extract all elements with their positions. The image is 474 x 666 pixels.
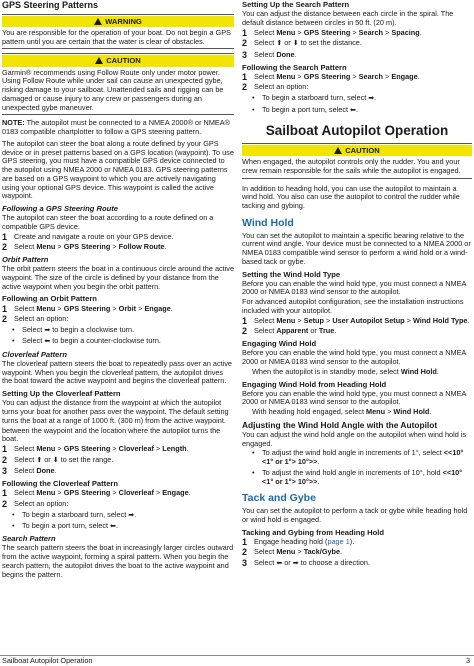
wind-hold-adv-text: For advanced autopilot configuration, see the installation instructions included with your autopilot. — [242, 297, 464, 315]
search-setup-heading: Setting Up the Search Pattern — [242, 0, 350, 9]
arrow-right-icon: ➡ — [44, 327, 51, 335]
caution-header — [2, 55, 234, 66]
orbit-step-2: 2 Select an option: — [2, 314, 69, 325]
footer-section-name: Sailboat Autopilot Operation — [2, 656, 93, 665]
engage-from-heading-text: Before you can enable the wind hold type, you must connect a NMEA 2000 or NMEA 0183 wind sensor to the autopilot. — [242, 388, 466, 407]
orbit-text: The orbit pattern steers the boat in a continuous circle around the active waypoint. The size of the circle is defined by your distance from the active waypoint when you begin the orbit pattern. — [2, 264, 235, 291]
wind-hold-type-heading: Setting the Wind Hold Type — [242, 269, 341, 279]
step-number: 3 — [242, 49, 248, 60]
footer-page-number: 3 — [465, 656, 470, 665]
orbit-bullet-1: • Select ➡ to begin a clockwise turn. — [2, 326, 234, 335]
caution-triangle-icon — [95, 57, 103, 64]
step-number: 2 — [2, 242, 8, 253]
cloverleaf-setup-step-2: 2 Select ⬆ or ⬇ to set the range. — [2, 454, 114, 465]
caution-text: Garmin® recommends using Follow Route only under motor power. Using Follow Route while under sail can cause an unexpected gybe, risking damage to your sailboat. Unattended sails and rigging can be damaged or cause injury to any crew or passengers during an unexpected gybe maneuver. — [2, 67, 224, 112]
step-number: 1 — [2, 231, 8, 242]
step-number: 3 — [2, 466, 8, 477]
cloverleaf-setup-heading: Setting Up the Cloverleaf Pattern — [2, 389, 121, 399]
warning-label: WARNING — [105, 16, 142, 26]
tack-step-2: 2 Select Menu > Tack/Gybe. — [242, 547, 343, 558]
right-column — [242, 0, 472, 571]
section-title: GPS Steering Patterns — [2, 0, 99, 10]
step-number: 1 — [242, 315, 248, 326]
orbit-bullet-2: • Select ⬅ to begin a counter-clockwise turn. — [2, 337, 234, 346]
search-setup-step-1: 1 Select Menu > GPS Steering > Search > Spacing. — [242, 27, 422, 38]
adjust-angle-text: You can adjust the wind hold angle on the autopilot when wind hold is engaged. — [242, 429, 467, 448]
step-number: 1 — [2, 303, 8, 314]
step-number: 2 — [2, 454, 8, 465]
cloverleaf-bullet-2: • To begin a port turn, select ⬅. — [2, 522, 234, 531]
caution-triangle-icon — [334, 147, 342, 154]
search-bullet-1: • To begin a starboard turn, select ➡. — [242, 94, 472, 103]
follow-route-step-1: 1 Create and navigate a route on your GPS device. — [2, 231, 174, 242]
arrow-left-icon: ⬅ — [350, 106, 356, 114]
caution-label: CAUTION — [106, 56, 141, 66]
engage-from-heading-instruction: With heading hold engaged, select Menu > Wind Hold. — [252, 407, 432, 417]
search-setup-text: You can adjust the distance between each circle in the spiral. The default distance between circles in 50 ft. (20 m). — [242, 9, 454, 27]
search-setup-step-3: 3 Select Done. — [242, 49, 297, 60]
step-number: 2 — [2, 498, 8, 509]
sailboat-intro: In addition to heading hold, you can use the autopilot to maintain a wind hold. You also can use the autopilot to control the rudder while tacking and gybing. — [242, 183, 460, 211]
adjust-bullet-2: • To adjust the wind hold angle in increments of 10°, hold <<10° <1° or 1°> 10°>>. — [242, 469, 472, 487]
page-link[interactable]: page 1 — [327, 536, 350, 546]
engage-wind-hold-instruction: When the autopilot is in standby mode, select Wind Hold. — [252, 366, 439, 376]
arrow-right-icon: ➡ — [292, 560, 299, 568]
search-follow-step-1: 1 Select Menu > GPS Steering > Search > Engage. — [242, 71, 420, 82]
sailboat-caution-text: When engaged, the autopilot controls only the rudder. You and your crew remain responsible for the sails while the autopilot is engaged. — [242, 157, 461, 175]
cloverleaf-setup-step-3: 3 Select Done. — [2, 466, 57, 477]
cloverleaf-setup-text: You can adjust the distance from the waypoint at which the autopilot turns your boat for another pass over the waypoint. The default setting turns the boat at a range of 1000 ft. (300 m) from the active waypoint. — [2, 398, 229, 425]
follow-route-step-2: 2 Select Menu > GPS Steering > Follow Route. — [2, 242, 167, 253]
wind-hold-type-step-1: 1 Select Menu > Setup > User Autopilot Setup > Wind Hold Type. — [242, 315, 470, 326]
arrow-up-icon: ⬆ — [36, 456, 43, 464]
step-number: 1 — [242, 27, 248, 38]
adjust-angle-heading: Adjusting the Wind Hold Angle with the Autopilot — [242, 419, 438, 430]
cloverleaf-bullet-1: • To begin a starboard turn, select ➡. — [2, 511, 234, 520]
follow-route-text: The autopilot can steer the boat according to a route defined on a compatible GPS device. — [2, 213, 214, 231]
warning-header — [2, 16, 234, 27]
search-text: The search pattern steers the boat in increasingly larger circles outward from the active waypoint, forming a spiral pattern. When you begin the search pattern, the autopilot drives the boat to the active waypoint and begins the pattern. — [2, 543, 234, 579]
wind-hold-type-step-2: 2 Select Apparent or True. — [242, 326, 337, 337]
step-number: 2 — [242, 82, 248, 93]
arrow-right-icon: ➡ — [128, 511, 135, 519]
search-follow-heading: Following the Search Pattern — [242, 62, 347, 72]
caution-box — [2, 53, 234, 115]
engage-wind-hold-heading: Engaging Wind Hold — [242, 339, 317, 349]
arrow-right-icon: ➡ — [368, 95, 375, 103]
step-number: 1 — [2, 444, 8, 455]
step-number: 2 — [242, 326, 248, 337]
engage-from-heading-heading: Engaging Wind Hold from Heading Hold — [242, 379, 387, 389]
search-follow-step-2: 2 Select an option: — [242, 82, 309, 93]
wind-hold-text: You can set the autopilot to maintain a specific bearing relative to the current wind angle. Your device must be connected to a NMEA 2000 or NMEA 0183 compatible wind sensor to perform a wind hold or a wind-based tack or gybe. — [242, 230, 471, 266]
sailboat-caution-header — [242, 145, 472, 156]
search-setup-step-2: 2 Select ⬆ or ⬇ to set the distance. — [242, 38, 362, 49]
arrow-left-icon: ⬅ — [110, 522, 116, 530]
cloverleaf-follow-heading: Following the Cloverleaf Pattern — [2, 478, 119, 488]
orbit-step-1: 1 Select Menu > GPS Steering > Orbit > Engage. — [2, 303, 173, 314]
search-bullet-2: • To begin a port turn, select ⬅. — [242, 106, 472, 115]
wind-hold-type-text: Before you can enable the wind hold type, you must connect a NMEA 2000 or NMEA 0183 wind sensor to the autopilot. — [242, 278, 466, 297]
sailboat-section-title: Sailboat Autopilot Operation — [265, 122, 449, 138]
sailboat-caution-box — [242, 143, 472, 179]
step-number: 1 — [2, 488, 8, 499]
arrow-up-icon: ⬆ — [276, 40, 283, 48]
warning-triangle-icon — [94, 18, 102, 25]
adjust-bullet-1: • To adjust the wind hold angle in increments of 1°, select <<10° <1° or 1°> 10°>>. — [242, 449, 472, 467]
orbit-follow-heading: Following an Orbit Pattern — [2, 294, 97, 304]
arrow-down-icon: ⬇ — [52, 456, 59, 464]
arrow-down-icon: ⬇ — [292, 40, 299, 48]
step-number: 2 — [2, 314, 8, 325]
intro-paragraph: The autopilot can steer the boat along a route defined by your GPS device or in preset patterns based on a GPS location (waypoint). To use GPS steering, you must have a compatible GPS device connected to the autopilot using NMEA 2000 or NMEA 0183. GPS steering patterns are based on a GPS waypoint to which you are actively navigating using your optional GPS device. This waypoint is called the active waypoint. — [2, 138, 234, 201]
cloverleaf-between-text: between the waypoint and the location where the autopilot turns the boat. — [2, 425, 221, 444]
step-number: 3 — [242, 558, 248, 569]
wind-hold-title: Wind Hold — [242, 216, 294, 229]
tack-heading-hold-heading: Tacking and Gybing from Heading Hold — [242, 527, 385, 537]
caution-label: CAUTION — [345, 146, 380, 156]
search-heading: Search Pattern — [2, 534, 56, 544]
warning-text: You are responsible for the operation of your boat. Do not begin a GPS pattern until you are certain that the water is clear of obstacles. — [2, 27, 231, 46]
step-number: 1 — [242, 71, 248, 82]
arrow-left-icon: ⬅ — [276, 560, 283, 568]
engage-wind-hold-text: Before you can enable the wind hold type, you must connect a NMEA 2000 or NMEA 0183 wind sensor to the autopilot. — [242, 348, 466, 366]
step-number: 2 — [242, 547, 248, 558]
tack-gybe-title: Tack and Gybe — [242, 492, 316, 505]
left-column — [2, 0, 234, 580]
cloverleaf-text: The cloverleaf pattern steers the boat to repeatedly pass over an active waypoint. When you begin the cloverleaf pattern, the autopilot drives the boat toward the active waypoint and begins the cloverleaf pattern. — [2, 358, 232, 386]
step-number: 2 — [242, 38, 248, 49]
tack-gybe-text: You can set the autopilot to perform a tack or gybe while heading hold or wind hold is engaged. — [242, 506, 468, 524]
cloverleaf-heading: Cloverleaf Pattern — [2, 349, 67, 359]
follow-route-heading: Following a GPS Steering Route — [2, 204, 119, 214]
arrow-left-icon: ⬅ — [44, 338, 51, 346]
step-number: 1 — [242, 536, 248, 547]
tack-step-1: 1 Engage heading hold (page 1). — [242, 536, 355, 547]
note-label: NOTE: — [2, 118, 25, 128]
warning-box — [2, 14, 234, 50]
orbit-heading: Orbit Pattern — [2, 255, 49, 265]
note-text: The autopilot must be connected to a NMEA 2000® or NMEA® 0183 compatible chartplotter to follow a GPS steering pattern. — [2, 118, 231, 137]
cloverleaf-setup-step-1: 1 Select Menu > GPS Steering > Cloverleaf > Length. — [2, 444, 189, 455]
cloverleaf-follow-step-2: 2 Select an option: — [2, 498, 69, 509]
cloverleaf-follow-step-1: 1 Select Menu > GPS Steering > Cloverleaf > Engage. — [2, 488, 191, 499]
tack-step-3: 3 Select ⬅ or ➡ to choose a direction. — [242, 558, 370, 569]
note-paragraph — [2, 119, 234, 137]
